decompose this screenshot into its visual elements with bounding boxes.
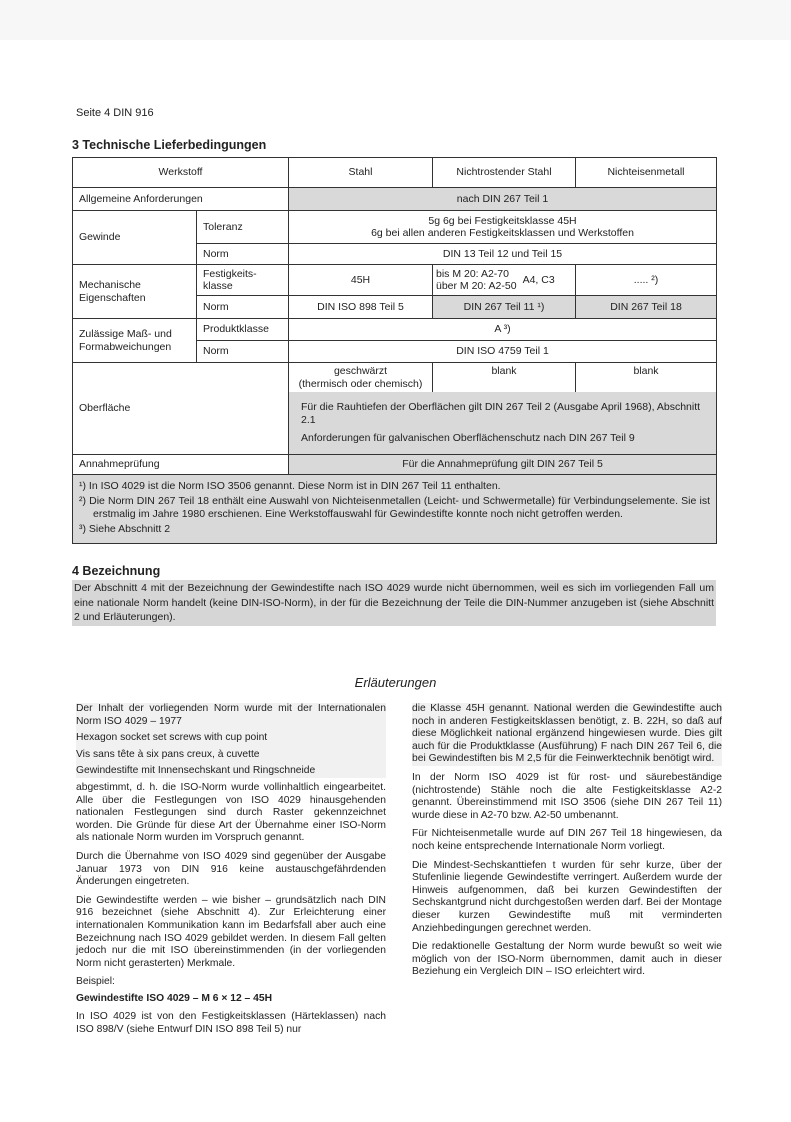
zul-norm-label: Norm	[197, 341, 289, 363]
oberflaeche-label: Oberfläche	[73, 363, 289, 455]
galvanisch-text: Anforderungen für galvanischen Oberflächenschutz nach DIN 267 Teil 9	[301, 432, 635, 444]
header-stahl: Stahl	[289, 158, 433, 188]
oberflaeche-notes	[289, 392, 717, 454]
paragraph: Durch die Übernahme von ISO 4029 sind gegenüber der Ausgabe Januar 1973 von DIN 916 keine austauschgefährdenden Änderungen eingetreten.	[76, 850, 386, 888]
gewinde-norm-label: Norm	[197, 244, 289, 265]
festigkeit-label: Festigkeits-klasse	[197, 265, 289, 296]
paragraph: Vis sans tête à six pans creux, à cuvette	[76, 748, 260, 760]
mech-norm-label: Norm	[197, 296, 289, 319]
paragraph: Die Mindest-Sechskanttiefen t wurden für sehr kurze, über der Stufenlinie liegende Gewindestifte verringert. Außerdem wurde der Hinweis aufgenommen, daß bei kurzen Gewindestiften der Sechskantgrund nicht durchgestoßen werden darf. Bei der Montage dieser kurzen Gewindestifte muß mit verminderten Anziehbedingungen gerechnet werden.	[412, 859, 722, 934]
paragraph: Die redaktionelle Gestaltung der Norm wurde bewußt so weit wie möglich von der ISO-Norm übernommen, damit auch in dieser Beziehung ein Vergleich DIN – ISO erleichtert wird.	[412, 941, 722, 978]
paragraph: Für Nichteisenmetalle wurde auf DIN 267 Teil 18 hingewiesen, da noch keine entsprechende Internationale Norm vorliegt.	[412, 828, 722, 852]
footnote-2: ²) Die Norm DIN 267 Teil 18 enthält eine Auswahl von Nichteisenmetallen (Leicht- und Schwermetalle) für Verbindungselemente. Sie ist erstmalig im Jahre 1980 erschienen. Eine Werkstoffauswahl für Gewindestifte konnte noch nicht getroffen werden.	[79, 495, 710, 520]
mech-norm-stahl: DIN ISO 898 Teil 5	[289, 296, 433, 319]
rauhtiefen-text: Für die Rauhtiefen der Oberflächen gilt DIN 267 Teil 2 (Ausgabe April 1968), Abschnitt 2.1	[301, 401, 701, 426]
produkt-label: Produktklasse	[197, 319, 289, 341]
festigkeit-nichteisen: ..... ²)	[576, 265, 717, 296]
mech-norm-nirosta: DIN 267 Teil 11 ¹)	[433, 296, 576, 319]
oberflaeche-nichteisen: blank	[576, 363, 717, 393]
paragraph: Gewindestifte mit Innensechskant und Ringschneide	[76, 765, 316, 777]
paragraph: abgestimmt, d. h. die ISO-Norm wurde vollinhaltlich eingearbeitet. Alle über die Festlegungen von ISO 4029 hinausgehenden nationalen Festlegungen sind durch Raster gekennzeichnet worden. Die Gründe für diese Art der Übernahme einer ISO-Norm als nationale Norm wurden im Vorspruch genannt.	[76, 781, 386, 844]
explanations-right-column	[412, 703, 722, 985]
zulaessig-label: Zulässige Maß- und Formabweichungen	[73, 319, 197, 363]
explanations-left-column	[76, 703, 386, 1043]
oberflaeche-nirosta: blank	[433, 363, 576, 393]
erlaeuterungen-title: Erläuterungen	[354, 675, 437, 690]
toleranz-line-2: 6g bei allen anderen Festigkeitsklassen und Werkstoffen	[371, 227, 634, 239]
annahme-value: Für die Annahmeprüfung gilt DIN 267 Teil 5	[289, 454, 717, 474]
nirosta-line-2: über M 20: A2-50	[436, 280, 517, 292]
paragraph: In der Norm ISO 4029 ist für rost- und säurebeständige (nichtrostende) Stähle noch die alte Festigkeitsklasse A2-2 genannt. Übereinstimmend mit ISO 3506 (siehe DIN 267 Teil 11) wurde diese in A2-70 bzw. A2-50 umbenannt.	[412, 771, 722, 821]
section-3-heading: 3 Technische Lieferbedingungen	[72, 138, 267, 152]
designation-example: Gewindestifte ISO 4029 – M 6 × 12 – 45H	[76, 992, 273, 1004]
paragraph: In ISO 4029 ist von den Festigkeitsklassen (Härteklassen) nach ISO 898/V (siehe Entwurf DIN ISO 898 Teil 5) nur	[76, 1011, 386, 1036]
header-nirosta: Nichtrostender Stahl	[433, 158, 576, 188]
footnote-1: ¹) In ISO 4029 ist die Norm ISO 3506 genannt. Diese Norm ist in DIN 267 Teil 11 enthalten.	[79, 479, 501, 492]
toleranz-value	[289, 211, 717, 244]
annahme-label: Annahmeprüfung	[73, 454, 289, 474]
paragraph: Hexagon socket set screws with cup point	[76, 732, 268, 744]
mech-norm-nichteisen: DIN 267 Teil 18	[576, 296, 717, 319]
paragraph: Beispiel:	[76, 976, 115, 988]
nirosta-extra: A4, C3	[522, 273, 555, 286]
allgemeine-value: nach DIN 267 Teil 1	[289, 188, 717, 211]
oberflaeche-stahl	[289, 363, 433, 393]
paragraph: Die Gewindestifte werden – wie bisher – grundsätzlich nach DIN 916 bezeichnet (siehe Abschnitt 4). Zur Erleichterung einer internationalen Kommunikation kann im Bedarfsfall aber auch eine Bezeichnung nach ISO 4029 gebildet werden. In diesem Fall gelten jedoch nur die mit ISO übereinstimmenden (in der vorliegenden Norm nicht gerasterten) Merkmale.	[76, 894, 386, 969]
footnote-3: ³) Siehe Abschnitt 2	[79, 523, 171, 535]
scan-top-band	[0, 0, 791, 40]
festigkeit-nirosta	[433, 265, 576, 296]
gewinde-label: Gewinde	[73, 211, 197, 265]
header-nichteisen: Nichteisenmetall	[576, 158, 717, 188]
header-werkstoff: Werkstoff	[73, 158, 289, 188]
gewinde-norm-value: DIN 13 Teil 12 und Teil 15	[289, 244, 717, 265]
festigkeit-stahl: 45H	[289, 265, 433, 296]
delivery-conditions-table	[72, 157, 717, 544]
zul-norm-value: DIN ISO 4759 Teil 1	[289, 341, 717, 363]
nirosta-line-1: bis M 20: A2-70	[436, 267, 509, 280]
toleranz-label: Toleranz	[197, 211, 289, 244]
paragraph: die Klasse 45H genannt. National werden die Gewindestifte auch noch in anderen Festigkeitsklassen benötigt, z. B. 22H, so daß auf diese Möglichkeit national ergänzend hingewiesen wurde. Dies gilt auch für die Produktklasse (Ausführung) F nach DIN 267 Teil 6, die bei Gewindestiften bis M 2,5 für die Feinwerktechnik benötigt wird.	[412, 703, 722, 765]
section-4-text: Der Abschnitt 4 mit der Bezeichnung der Gewindestifte nach ISO 4029 wurde nicht übernommen, weil es sich im vorliegenden Fall um eine nationale Norm handelt (keine DIN-ISO-Norm), in der für die Bezeichnung der Teile die DIN-Nummer anzugeben ist (siehe Abschnitt 2 und Erläuterungen).	[72, 580, 716, 626]
allgemeine-label: Allgemeine Anforderungen	[73, 188, 289, 211]
mechanisch-label: Mechanische Eigenschaften	[73, 265, 197, 319]
stahl-line-2: (thermisch oder chemisch)	[298, 377, 423, 390]
produkt-value: A ³)	[289, 319, 717, 341]
table-footnotes	[73, 474, 717, 543]
section-4-heading: 4 Bezeichnung	[72, 564, 161, 578]
paragraph: Der Inhalt der vorliegenden Norm wurde mit der Internationalen Norm ISO 4029 – 1977	[76, 703, 386, 727]
toleranz-line-1: 5g 6g bei Festigkeitsklasse 45H	[428, 214, 577, 227]
page-header: Seite 4 DIN 916	[76, 107, 154, 119]
stahl-line-1: geschwärzt	[333, 365, 388, 377]
